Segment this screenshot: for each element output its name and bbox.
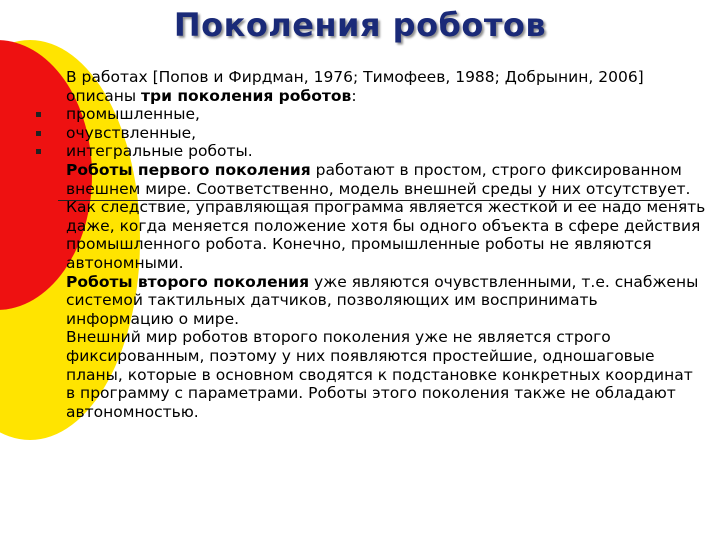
second-gen-text: уже являются очувствленными, т.е. снабжены системой тактильных датчиков, позволяющих им воспринимать информацию о мире. bbox=[66, 272, 699, 328]
intro-paragraph bbox=[66, 68, 706, 105]
second-generation-paragraph bbox=[66, 273, 706, 329]
first-gen-heading: Роботы первого поколения bbox=[66, 160, 311, 179]
intro-text: В работах [Попов и Фирдман, 1976; Тимофеев, 1988; Добрынин, 2006] описаны bbox=[66, 68, 644, 105]
slide-body bbox=[66, 68, 706, 421]
list-item bbox=[66, 142, 706, 161]
bullet-icon bbox=[36, 149, 41, 154]
first-gen-text: работают в простом, строго фиксированном внешнем мире. Соответственно, модель внешней среды у них отсутствует. Как следствие, управляющая программа является жесткой и ее надо менять даже, когда меняется положение хотя бы одного объекта в сфере действия промышленного робота. Конечно, промышленные роботы не являются автономными. bbox=[66, 160, 706, 272]
intro-bold: три поколения роботов bbox=[141, 86, 352, 105]
slide-title: Поколения роботов bbox=[173, 6, 547, 44]
second-gen-heading: Роботы второго поколения bbox=[66, 272, 310, 291]
first-generation-paragraph bbox=[66, 161, 706, 273]
list-item-text: интегральные роботы. bbox=[66, 142, 253, 161]
list-item bbox=[66, 105, 706, 124]
bullet-icon bbox=[36, 112, 41, 117]
list-item-text: промышленные, bbox=[66, 105, 200, 124]
list-item bbox=[66, 124, 706, 143]
external-world-paragraph: Внешний мир роботов второго поколения уже не является строго фиксированным, поэтому у них появляются простейшие, одношаговые планы, которые в основном сводятся к подстановке конкретных координат в программу с параметрами. Роботы этого поколения также не обладают автономностью. bbox=[66, 328, 693, 421]
intro-tail: : bbox=[351, 86, 357, 105]
list-item-text: очувствленные, bbox=[66, 123, 197, 142]
bullet-icon bbox=[36, 131, 41, 136]
